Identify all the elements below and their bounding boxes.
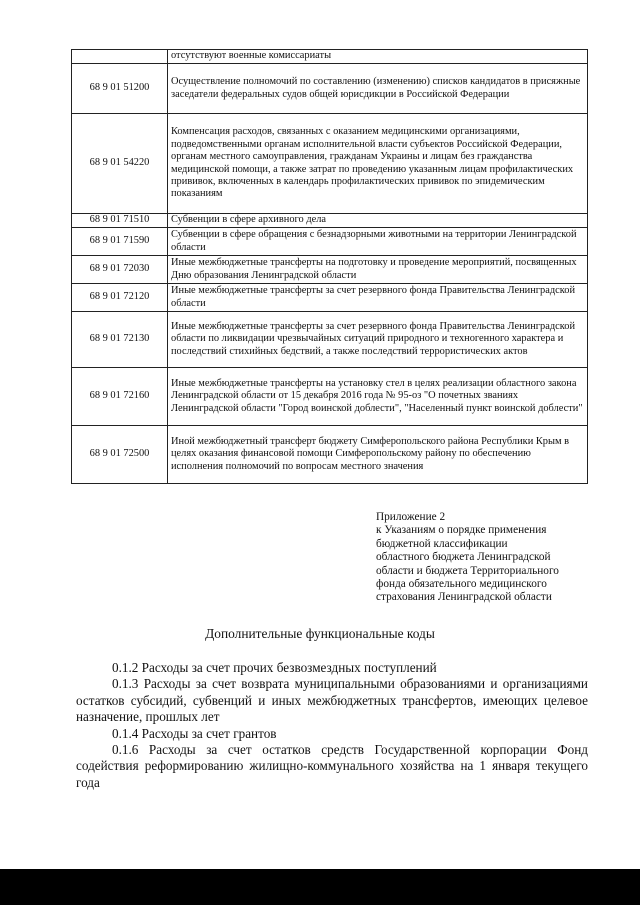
table-cell-code: 68 9 01 71510 [72,214,168,228]
table-cell-description: Иные межбюджетные трансферты на установку стел в целях реализации областного закона Ленинградской области от 15 декабря 2016 года № 95-оз "О почетных званиях Ленинградской области "Город воинской доблести", "Населенный пункт воинской доблести" [168,368,588,426]
table-cell-description: Иные межбюджетные трансферты на подготовку и проведение мероприятий, посвященных Дню образования Ленинградской области [168,256,588,284]
table-row [72,114,588,214]
code-paragraph: 0.1.4 Расходы за счет грантов [112,725,277,741]
budget-codes-table [71,49,588,484]
code-paragraph: 0.1.6 Расходы за счет остатков средств Государственной корпорации Фонд содействия реформированию жилищно-коммунального хозяйства на 1 января текущего года [76,742,588,790]
table-cell-description: Субвенции в сфере архивного дела [168,214,588,228]
table-cell-description: Иные межбюджетные трансферты за счет резервного фонда Правительства Ленинградской области по ликвидации чрезвычайных ситуаций природного и техногенного характера и последствий стихийных бедствий, а также последствий террористических актов [168,312,588,368]
table-row [72,284,588,312]
table-cell-code: 68 9 01 54220 [72,114,168,214]
appendix-line: Приложение 2 [376,511,446,523]
codes-list [76,660,588,791]
table-cell-description: Иной межбюджетный трансферт бюджету Симферопольского района Республики Крым в целях оказания финансовой помощи Симферопольскому району по обеспечению исполнения полномочий по вопросам местного значения [168,426,588,484]
table-cell-code: 68 9 01 72120 [72,284,168,312]
section-heading: Дополнительные функциональные коды [205,626,435,641]
appendix-line: страхования Ленинградской области [376,591,552,604]
table-cell-code: 68 9 01 71590 [72,228,168,256]
table-row [72,228,588,256]
table-cell-description: Осуществление полномочий по составлению (изменению) списков кандидатов в присяжные заседатели федеральных судов общей юрисдикции в Российской Федерации [168,64,588,114]
appendix-line: к Указаниям о порядке применения [376,524,547,537]
table-row [72,214,588,228]
table-cell-code: 68 9 01 72500 [72,426,168,484]
table-row [72,312,588,368]
appendix-line: фонда обязательного медицинского [376,578,547,591]
table-row [72,50,588,64]
table-row [72,256,588,284]
table-cell-code [72,50,168,64]
appendix-line: бюджетной классификации [376,537,508,550]
table-row [72,426,588,484]
table-cell-code: 68 9 01 72130 [72,312,168,368]
table-row [72,64,588,114]
table-cell-code: 68 9 01 51200 [72,64,168,114]
appendix-note [376,511,596,605]
code-paragraph: 0.1.2 Расходы за счет прочих безвозмездных поступлений [112,660,437,675]
table-cell-description: Субвенции в сфере обращения с безнадзорными животными на территории Ленинградской области [168,228,588,256]
table-cell-code: 68 9 01 72030 [72,256,168,284]
code-paragraph: 0.1.3 Расходы за счет возврата муниципальными образованиями и организациями остатков субсидий, субвенций и иных межбюджетных трансфертов, имеющих целевое назначение, прошлых лет [76,676,588,725]
table-cell-code: 68 9 01 72160 [72,368,168,426]
appendix-line: области и бюджета Территориального [376,564,559,577]
table-cell-description: Компенсация расходов, связанных с оказанием медицинскими организациями, подведомственными органам исполнительной власти субъектов Российской Федерации, органам местного самоуправления, гражданам Украины и лицам без гражданства медицинской помощи, а также затрат по проведению указанным лицам профилактических прививок, включенных в календарь профилактических прививок по эпидемическим показаниям [168,114,588,214]
appendix-line: областного бюджета Ленинградской [376,551,551,564]
scan-border [0,869,640,905]
table-row [72,368,588,426]
table-cell-description: Иные межбюджетные трансферты за счет резервного фонда Правительства Ленинградской области [168,284,588,312]
table-cell-description: отсутствуют военные комиссариаты [168,50,588,64]
